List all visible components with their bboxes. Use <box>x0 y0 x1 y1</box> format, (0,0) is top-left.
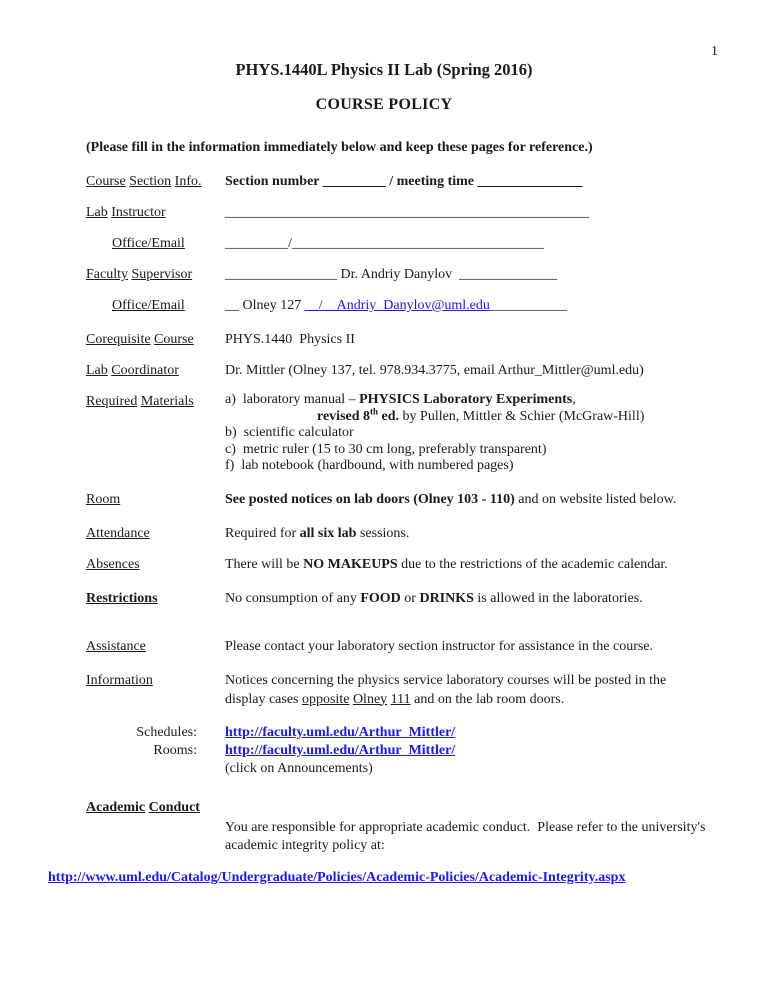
schedules-label: Schedules: <box>136 724 197 740</box>
row-schedules <box>86 724 724 742</box>
info-line2-pre: display cases <box>225 691 299 707</box>
absences-label: Absences <box>86 556 140 572</box>
no-makeups-bold: NO MAKEUPS <box>303 556 398 572</box>
rooms-value <box>225 742 724 760</box>
fill-in-instruction: (Please fill in the information immediately below and keep these pages for reference.) <box>86 140 593 155</box>
faculty-supervisor-value <box>225 265 724 284</box>
faculty-supervisor-label: Faculty Supervisor <box>86 267 193 282</box>
office-text: __ Olney 127 <box>225 298 305 313</box>
item-a-text: a) laboratory manual – <box>225 392 360 407</box>
document-subtitle: COURSE POLICY <box>315 96 453 113</box>
information-line2 <box>225 690 724 709</box>
row-faculty-supervisor <box>86 265 724 284</box>
empty-label-cell <box>86 760 225 778</box>
room-notice-bold: See posted notices on lab doors (Olney 103 - 110) <box>225 491 515 507</box>
materials-item-b: b) scientific calculator <box>225 425 354 440</box>
assistance-value: Please contact your laboratory section instructor for assistance in the course. <box>225 638 654 654</box>
row-lab-coordinator <box>86 361 724 380</box>
corequisite-course-value: PHYS.1440 Physics II <box>225 332 355 347</box>
supervisor-name: Dr. Andriy Danylov <box>337 267 460 282</box>
row-office-email-1 <box>86 234 724 253</box>
conduct-line2: academic integrity policy at: <box>225 837 385 853</box>
academic-conduct-paragraph <box>225 819 724 855</box>
restrictions-value <box>225 589 724 608</box>
row-restrictions <box>86 589 724 608</box>
edition-superscript: th <box>370 405 379 416</box>
meeting-time-blank: _______________ <box>477 174 583 189</box>
document-title: PHYS.1440L Physics II Lab (Spring 2016) <box>235 60 533 79</box>
lab-coordinator-label: Lab Coordinator <box>86 363 179 378</box>
edition-ed: ed. <box>378 408 400 424</box>
section-number-blank: _________ <box>322 174 386 189</box>
materials-item-a-edition <box>225 405 724 426</box>
attendance-label: Attendance <box>86 525 150 541</box>
office-email-label: Office/Email <box>112 236 185 251</box>
manual-title: PHYSICS Laboratory Experiments <box>359 392 573 407</box>
attendance-pre: Required for <box>225 525 300 541</box>
meeting-time-caption: / meeting time <box>385 174 478 189</box>
document-body <box>48 172 724 887</box>
course-section-info-value <box>225 172 724 191</box>
rooms-link[interactable]: http://faculty.uml.edu/Arthur_Mittler/ <box>225 742 456 758</box>
row-required-materials <box>86 392 724 475</box>
row-lab-instructor <box>86 203 724 222</box>
row-corequisite-course <box>86 330 724 349</box>
information-label: Information <box>86 672 153 688</box>
opposite-underlined: opposite <box>301 691 350 707</box>
materials-item-a <box>225 392 724 409</box>
attendance-post: sessions. <box>356 525 410 541</box>
edition-text: revised 8 <box>317 408 371 424</box>
restrictions-label: Restrictions <box>86 590 158 606</box>
schedules-value <box>225 724 724 742</box>
row-click-note <box>86 760 724 778</box>
slash-separator: / <box>288 236 292 251</box>
drinks-bold: DRINKS <box>419 590 474 606</box>
materials-item-f: f) lab notebook (hardbound, with numbered pages) <box>225 458 514 473</box>
office-blank: _________ <box>225 236 288 251</box>
supervisor-blank-left: ________________ <box>225 267 337 282</box>
course-section-info-label: Course Section Info. <box>86 174 202 189</box>
section-number-caption: Section number <box>225 174 323 189</box>
office-email-blanks <box>225 234 724 253</box>
row-information <box>86 671 724 709</box>
olney-underlined: Olney <box>352 691 388 707</box>
lab-instructor-label: Lab Instructor <box>86 205 166 220</box>
room-notice-rest: and on website listed below. <box>514 491 677 507</box>
row-course-section-info <box>86 172 724 191</box>
academic-integrity-policy-link[interactable]: http://www.uml.edu/Catalog/Undergraduate/Policies/Academic-Policies/Academic-Integrity.aspx <box>48 869 626 885</box>
row-absences <box>86 555 724 574</box>
room-value <box>225 490 724 509</box>
absences-post: due to the restrictions of the academic calendar. <box>397 556 668 572</box>
attendance-value <box>225 524 724 543</box>
materials-item-c: c) metric ruler (15 to 30 cm long, preferably transparent) <box>225 441 547 457</box>
section-academic-conduct <box>86 798 724 855</box>
academic-conduct-heading: Academic Conduct <box>86 799 200 815</box>
item-a-comma: , <box>572 392 576 407</box>
office-email-label: Office/Email <box>112 298 185 313</box>
lab-coordinator-value: Dr. Mittler (Olney 137, tel. 978.934.3775, email Arthur_Mittler@uml.edu) <box>225 363 644 378</box>
info-line2-post: and on the lab room doors. <box>414 691 565 707</box>
row-policy-link <box>48 868 724 887</box>
schedules-link[interactable]: http://faculty.uml.edu/Arthur_Mittler/ <box>225 724 456 740</box>
supervisor-email-link[interactable]: __/__Andriy_Danylov@uml.edu <box>304 298 490 313</box>
corequisite-course-label: Corequisite Course <box>86 332 194 347</box>
attendance-bold: all six lab <box>299 525 357 541</box>
row-office-email-2 <box>86 296 724 315</box>
trailing-blank: ___________ <box>489 298 567 313</box>
restrictions-mid: or <box>400 590 420 606</box>
restrictions-pre: No consumption of any <box>225 590 361 606</box>
click-announcements-note: (click on Announcements) <box>225 760 373 776</box>
lab-instructor-blank: ____________________________________________________ <box>225 205 589 220</box>
room-111-underlined: 111 <box>390 691 411 707</box>
restrictions-post: is allowed in the laboratories. <box>473 590 643 606</box>
information-value <box>225 671 724 709</box>
row-rooms <box>86 742 724 760</box>
supervisor-office-email-value <box>225 296 724 315</box>
supervisor-blank-right: ______________ <box>459 267 558 282</box>
room-label: Room <box>86 491 121 507</box>
absences-pre: There will be <box>225 556 304 572</box>
row-assistance <box>86 637 724 656</box>
assistance-label: Assistance <box>86 638 146 654</box>
row-attendance <box>86 524 724 543</box>
required-materials-label: Required Materials <box>86 394 194 409</box>
email-blank: ____________________________________ <box>291 236 544 251</box>
page-number: 1 <box>711 44 718 59</box>
authors-text: by Pullen, Mittler & Schier (McGraw-Hill) <box>399 408 645 424</box>
rooms-label: Rooms: <box>153 742 197 758</box>
food-bold: FOOD <box>360 590 401 606</box>
information-line1: Notices concerning the physics service laboratory courses will be posted in the <box>225 672 667 688</box>
absences-value <box>225 555 724 574</box>
row-room <box>86 490 724 509</box>
required-materials-list <box>225 392 724 475</box>
conduct-line1: You are responsible for appropriate academic conduct. Please refer to the university's <box>225 819 706 835</box>
